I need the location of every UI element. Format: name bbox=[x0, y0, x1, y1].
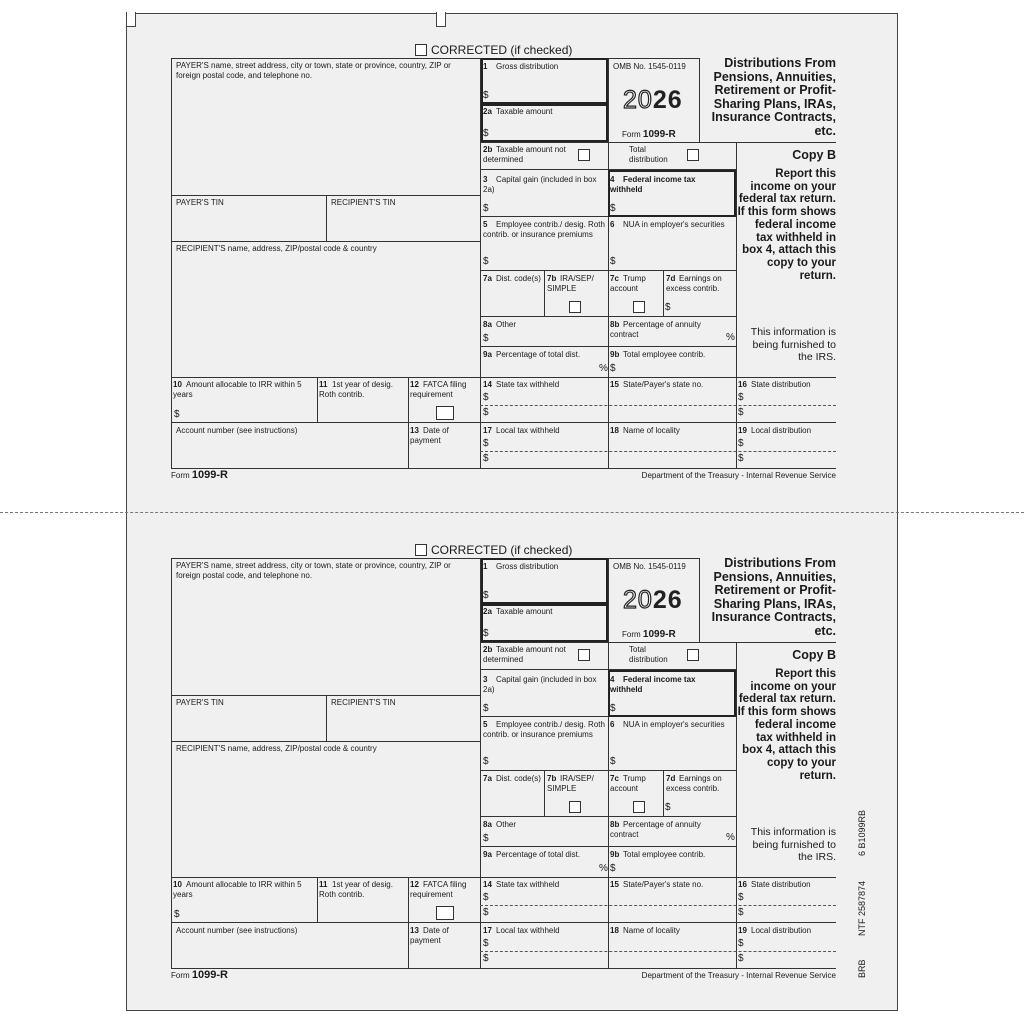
form-code-vertical: NTF 2587874 bbox=[857, 880, 867, 936]
dollar-sign: $ bbox=[483, 438, 489, 449]
total-distribution-checkbox[interactable] bbox=[687, 149, 699, 161]
rule bbox=[480, 846, 736, 847]
dollar-sign: $ bbox=[738, 907, 744, 918]
rule bbox=[480, 770, 736, 771]
box17-label: Local tax withheld bbox=[496, 426, 560, 435]
box19-label: Local distribution bbox=[751, 426, 812, 435]
recipient-tin-label: RECIPIENT'S TIN bbox=[331, 198, 396, 207]
rule bbox=[663, 770, 664, 816]
rule bbox=[608, 558, 609, 968]
dollar-sign: $ bbox=[174, 409, 180, 420]
percent-sign: % bbox=[726, 332, 735, 343]
box7d-label: Earnings on excess contrib. bbox=[666, 774, 722, 793]
dollar-sign: $ bbox=[483, 392, 489, 403]
dollar-sign: $ bbox=[483, 333, 489, 344]
box12-label: FATCA filing requirement bbox=[410, 380, 467, 399]
box7a-label: Dist. code(s) bbox=[496, 774, 541, 783]
percent-sign: % bbox=[599, 863, 608, 874]
dollar-sign: $ bbox=[483, 90, 489, 101]
total-distribution-checkbox[interactable] bbox=[687, 649, 699, 661]
rule bbox=[663, 270, 664, 316]
dollar-sign: $ bbox=[610, 203, 616, 214]
tractor-slot bbox=[436, 12, 446, 27]
dollar-sign: $ bbox=[483, 256, 489, 267]
box19-label: Local distribution bbox=[751, 926, 812, 935]
box15-label: State/Payer's state no. bbox=[623, 380, 704, 389]
box7c-label: Trump account bbox=[610, 274, 646, 293]
rule bbox=[480, 422, 836, 423]
rule bbox=[317, 377, 318, 422]
form-footer-name: Form 1099-R bbox=[171, 969, 228, 981]
dashed-rule bbox=[480, 905, 836, 906]
rule bbox=[480, 816, 736, 817]
taxable-not-determined-checkbox[interactable] bbox=[578, 149, 590, 161]
dollar-sign: $ bbox=[738, 453, 744, 464]
dashed-rule bbox=[480, 951, 836, 952]
rule bbox=[171, 241, 480, 242]
percent-sign: % bbox=[599, 363, 608, 374]
form-footer-name: Form 1099-R bbox=[171, 469, 228, 481]
dollar-sign: $ bbox=[738, 407, 744, 418]
dollar-sign: $ bbox=[483, 128, 489, 139]
rule bbox=[699, 558, 700, 642]
box8a-label: Other bbox=[496, 320, 517, 329]
dashed-rule bbox=[480, 405, 836, 406]
box8b-label: Percentage of annuity contract bbox=[610, 320, 701, 339]
box7d-label: Earnings on excess contrib. bbox=[666, 274, 722, 293]
copy-instructions: Report this income on your federal tax return. If this form shows federal income tax withheld in box 4, attach this copy to your return. bbox=[737, 168, 836, 282]
box4-label: Federal income tax withheld bbox=[610, 675, 696, 694]
account-number-label: Account number (see instructions) bbox=[176, 426, 298, 435]
box8a-label: Other bbox=[496, 820, 517, 829]
rule bbox=[608, 58, 609, 468]
dollar-sign: $ bbox=[738, 392, 744, 403]
tax-year: 2026 bbox=[623, 86, 683, 114]
corrected-checkbox[interactable] bbox=[415, 544, 427, 556]
dollar-sign: $ bbox=[483, 892, 489, 903]
rule bbox=[171, 877, 836, 878]
box18-label: Name of locality bbox=[623, 426, 680, 435]
payer-tin-label: PAYER'S TIN bbox=[176, 698, 224, 707]
box14-label: State tax withheld bbox=[496, 380, 560, 389]
rule bbox=[171, 377, 836, 378]
rule bbox=[480, 642, 836, 643]
dollar-sign: $ bbox=[665, 302, 671, 313]
box7a-label: Dist. code(s) bbox=[496, 274, 541, 283]
rule bbox=[480, 316, 736, 317]
box6-label: NUA in employer's securities bbox=[623, 220, 725, 229]
box3-label: Capital gain (included in box 2a) bbox=[483, 675, 597, 694]
box10-label: Amount allocable to IRR within 5 years bbox=[173, 380, 302, 399]
box1-label: Gross distribution bbox=[496, 562, 559, 571]
box2b-label: Taxable amount not determined bbox=[483, 645, 566, 664]
recipient-name-label: RECIPIENT'S name, address, ZIP/postal code & country bbox=[176, 244, 377, 253]
box13-label: Date of payment bbox=[410, 926, 449, 945]
dollar-sign: $ bbox=[610, 363, 616, 374]
dollar-sign: $ bbox=[483, 590, 489, 601]
box11-label: 1st year of desig. Roth contrib. bbox=[319, 380, 393, 399]
rule bbox=[171, 422, 480, 423]
box14-label: State tax withheld bbox=[496, 880, 560, 889]
rule bbox=[171, 468, 836, 469]
department-footer: Department of the Treasury - Internal Revenue Service bbox=[641, 471, 836, 480]
dollar-sign: $ bbox=[483, 628, 489, 639]
dollar-sign: $ bbox=[174, 909, 180, 920]
trump-account-checkbox[interactable] bbox=[633, 301, 645, 313]
box15-label: State/Payer's state no. bbox=[623, 880, 704, 889]
box13-label: Date of payment bbox=[410, 426, 449, 445]
rule bbox=[171, 741, 480, 742]
rule bbox=[480, 346, 736, 347]
rule bbox=[326, 195, 327, 241]
dollar-sign: $ bbox=[610, 863, 616, 874]
dollar-sign: $ bbox=[738, 938, 744, 949]
box3-label: Capital gain (included in box 2a) bbox=[483, 175, 597, 194]
box5-label: Employee contrib./ desig. Roth contrib. or insurance premiums bbox=[483, 720, 605, 739]
box10-label: Amount allocable to IRR within 5 years bbox=[173, 880, 302, 899]
box7b-label: IRA/SEP/ SIMPLE bbox=[547, 274, 594, 293]
corrected-label: CORRECTED (if checked) bbox=[431, 43, 573, 57]
box9a-label: Percentage of total dist. bbox=[496, 850, 581, 859]
rule bbox=[480, 922, 836, 923]
form-title: Distributions From Pensions, Annuities, Retirement or Profit-Sharing Plans, IRAs, Insurance Contracts, etc. bbox=[711, 56, 836, 138]
dollar-sign: $ bbox=[483, 703, 489, 714]
dollar-sign: $ bbox=[483, 453, 489, 464]
form-code-vertical: BRB bbox=[857, 959, 867, 978]
rule bbox=[544, 270, 545, 316]
dollar-sign: $ bbox=[610, 703, 616, 714]
copy-label: Copy B bbox=[792, 148, 836, 162]
form-1099r-copy-top: CORRECTED (if checked) PAYER'S name, street address, city or town, state or province, country, ZIP or foreign postal code, and telephone no. PAYER'S TIN RECIPIENT'S TIN RECIPIENT'S name, address, ZIP/postal code & country 10 Amount allocable to IRR within 5 years $ 11 1st year of desig. Roth contrib. 12 FATCA filing requirement Account number (see instructions) 13 Date of payment 1 Gross distribution $ 2a Taxable amount $ OMB No. 1545-0119 2026 Form 1099-R Distributions From Pensions, Annuities, Retirement or Profit-Sharing Plans, IRAs, Insurance Contracts, etc. 2b Taxable amount not determined Total distribution Copy B Report this income on your federal tax return. If this form shows federal income tax withheld in box 4, attach this copy to your return. This information is being furnished to the IRS. 3 Capital gain (included in box 2a) $ 4 Federal income tax withheld $ 5 Employee contrib./ desig. Roth contrib. or insurance premiums $ 6 NUA in employer's securities $ 7a Dist. code(s) 7b IRA/SEP/ SIMPLE 7c Trump account 7d Earnings on excess contrib. $ 8a Other $ 8b Percentage of annuity contract % 9a Percentage of total dist. % 9b Total employee contrib. $ 14 State tax withheld $ $ 15 State/Payer's state no. 16 State distribution $ $ 17 Local tax withheld $ $ 18 Name of locality 19 Local distribution $ $ Form 1099-R Department of the Treasury - Internal Revenue Service bbox=[171, 43, 836, 481]
form-title: Distributions From Pensions, Annuities, Retirement or Profit-Sharing Plans, IRAs, Insurance Contracts, etc. bbox=[711, 556, 836, 638]
box9b-label: Total employee contrib. bbox=[623, 850, 706, 859]
tractor-slot bbox=[126, 12, 136, 27]
dollar-sign: $ bbox=[665, 802, 671, 813]
payer-name-field[interactable] bbox=[171, 558, 480, 695]
rule bbox=[171, 922, 480, 923]
dollar-sign: $ bbox=[610, 256, 616, 267]
dollar-sign: $ bbox=[483, 907, 489, 918]
payer-name-field[interactable] bbox=[171, 58, 480, 195]
corrected-checkbox[interactable] bbox=[415, 44, 427, 56]
form-label: Form 1099-R bbox=[622, 129, 676, 140]
rule bbox=[699, 58, 700, 142]
tax-year: 2026 bbox=[623, 586, 683, 614]
payer-name-label: PAYER'S name, street address, city or town, state or province, country, ZIP or foreign postal code, and telephone no. bbox=[176, 61, 451, 80]
dollar-sign: $ bbox=[610, 756, 616, 767]
rule bbox=[480, 142, 836, 143]
box16-label: State distribution bbox=[751, 380, 811, 389]
box18-label: Name of locality bbox=[623, 926, 680, 935]
box12-label: FATCA filing requirement bbox=[410, 880, 467, 899]
payer-name-label: PAYER'S name, street address, city or town, state or province, country, ZIP or foreign postal code, and telephone no. bbox=[176, 561, 451, 580]
taxable-not-determined-checkbox[interactable] bbox=[578, 649, 590, 661]
rule bbox=[317, 877, 318, 922]
box9b-label: Total employee contrib. bbox=[623, 350, 706, 359]
rule bbox=[326, 695, 327, 741]
recipient-name-label: RECIPIENT'S name, address, ZIP/postal code & country bbox=[176, 744, 377, 753]
copy-label: Copy B bbox=[792, 648, 836, 662]
fatca-checkbox[interactable] bbox=[436, 406, 454, 420]
recipient-tin-label: RECIPIENT'S TIN bbox=[331, 698, 396, 707]
furnished-notice: This information is being furnished to the IRS. bbox=[750, 326, 836, 363]
box2a-label: Taxable amount bbox=[496, 607, 553, 616]
ira-sep-simple-checkbox[interactable] bbox=[569, 801, 581, 813]
payer-tin-label: PAYER'S TIN bbox=[176, 198, 224, 207]
dollar-sign: $ bbox=[483, 938, 489, 949]
copy-instructions: Report this income on your federal tax return. If this form shows federal income tax withheld in box 4, attach this copy to your return. bbox=[737, 668, 836, 782]
account-number-label: Account number (see instructions) bbox=[176, 926, 298, 935]
box9a-label: Percentage of total dist. bbox=[496, 350, 581, 359]
box6-label: NUA in employer's securities bbox=[623, 720, 725, 729]
fatca-checkbox[interactable] bbox=[436, 906, 454, 920]
dollar-sign: $ bbox=[483, 833, 489, 844]
omb-number: OMB No. 1545-0119 bbox=[613, 562, 686, 571]
box11-label: 1st year of desig. Roth contrib. bbox=[319, 880, 393, 899]
total-distribution-label: Total distribution bbox=[629, 645, 668, 664]
box7b-label: IRA/SEP/ SIMPLE bbox=[547, 774, 594, 793]
corrected-label: CORRECTED (if checked) bbox=[431, 543, 573, 557]
box1-label: Gross distribution bbox=[496, 62, 559, 71]
box7c-label: Trump account bbox=[610, 774, 646, 793]
rule bbox=[480, 716, 608, 717]
total-distribution-label: Total distribution bbox=[629, 145, 668, 164]
box5-label: Employee contrib./ desig. Roth contrib. or insurance premiums bbox=[483, 220, 605, 239]
box2a-label: Taxable amount bbox=[496, 107, 553, 116]
dollar-sign: $ bbox=[738, 953, 744, 964]
percent-sign: % bbox=[726, 832, 735, 843]
omb-number: OMB No. 1545-0119 bbox=[613, 62, 686, 71]
dollar-sign: $ bbox=[483, 203, 489, 214]
form-1099r-copy-bottom: CORRECTED (if checked) PAYER'S name, street address, city or town, state or province, country, ZIP or foreign postal code, and telephone no. PAYER'S TIN RECIPIENT'S TIN RECIPIENT'S name, address, ZIP/postal code & country 10 Amount allocable to IRR within 5 years $ 11 1st year of desig. Roth contrib. 12 FATCA filing requirement Account number (see instructions) 13 Date of payment 1 Gross distribution $ 2a Taxable amount $ OMB No. 1545-0119 2026 Form 1099-R Distributions From Pensions, Annuities, Retirement or Profit-Sharing Plans, IRAs, Insurance Contracts, etc. 2b Taxable amount not determined Total distribution Copy B Report this income on your federal tax return. If this form shows federal income tax withheld in box 4, attach this copy to your return. This information is being furnished to the IRS. 3 Capital gain (included in box 2a) $ 4 Federal income tax withheld $ 5 Employee contrib./ desig. Roth contrib. or insurance premiums $ 6 NUA in employer's securities $ 7a Dist. code(s) 7b IRA/SEP/ SIMPLE 7c Trump account 7d Earnings on excess contrib. $ 8a Other $ 8b Percentage of annuity contract % 9a Percentage of total dist. % 9b Total employee contrib. $ 14 State tax withheld $ $ 15 State/Payer's state no. 16 State distribution $ $ 17 Local tax withheld $ $ 18 Name of locality 19 Local distribution $ $ Form 1099-R Department of the Treasury - Internal Revenue Service bbox=[171, 543, 836, 981]
ira-sep-simple-checkbox[interactable] bbox=[569, 301, 581, 313]
rule bbox=[480, 270, 736, 271]
furnished-notice: This information is being furnished to the IRS. bbox=[750, 826, 836, 863]
rule bbox=[171, 968, 836, 969]
box16-label: State distribution bbox=[751, 880, 811, 889]
form-label: Form 1099-R bbox=[622, 629, 676, 640]
box8b-label: Percentage of annuity contract bbox=[610, 820, 701, 839]
form-code-vertical: 6 B1099RB bbox=[857, 809, 867, 856]
dollar-sign: $ bbox=[483, 953, 489, 964]
box4-label: Federal income tax withheld bbox=[610, 175, 696, 194]
dollar-sign: $ bbox=[483, 407, 489, 418]
rule bbox=[544, 770, 545, 816]
dashed-rule bbox=[480, 451, 836, 452]
box2b-label: Taxable amount not determined bbox=[483, 145, 566, 164]
dollar-sign: $ bbox=[738, 438, 744, 449]
box17-label: Local tax withheld bbox=[496, 926, 560, 935]
department-footer: Department of the Treasury - Internal Revenue Service bbox=[641, 971, 836, 980]
rule bbox=[480, 216, 608, 217]
dollar-sign: $ bbox=[738, 892, 744, 903]
dollar-sign: $ bbox=[483, 756, 489, 767]
trump-account-checkbox[interactable] bbox=[633, 801, 645, 813]
